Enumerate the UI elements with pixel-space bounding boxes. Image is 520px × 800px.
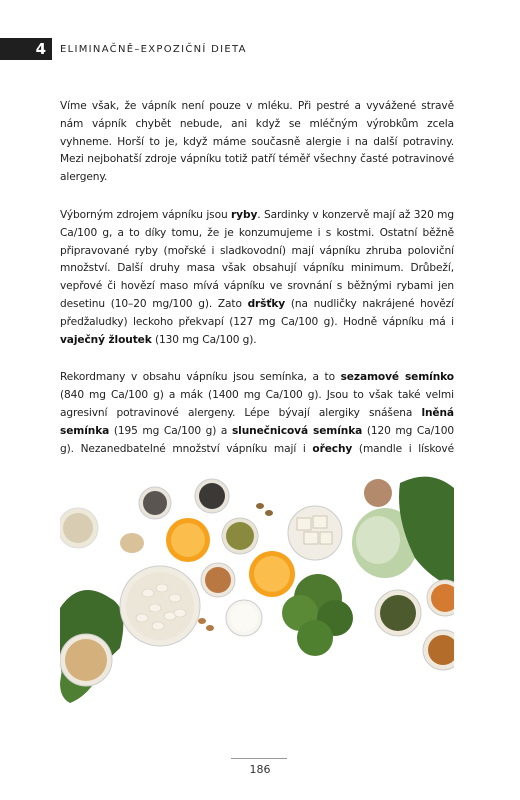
text-run: (na nudličky nakrájené hovězí předžaludky) leckoho překvapí (127 mg Ca/100 g). Hodně vápníku má i <box>60 297 454 328</box>
text-run: Rekordmany v obsahu vápníku jsou semínka, a to <box>60 371 341 384</box>
footer-divider <box>231 758 287 759</box>
bold-term: vaječný žloutek <box>60 333 152 346</box>
text-run: Víme však, že vápník není pouze v mléku. Při pestré a vyvážené stravě nám vápník chybět nebude, ani když se mléčným výrobkům zcela vyhneme. Horší to je, když máme současně alergie i na další potraviny. Mezi nejbohatší zdroje vápníku totiž patří téměř všechny časté potravinové alergeny. <box>60 100 454 184</box>
calcium-foods-photo <box>60 458 454 722</box>
body-text <box>60 98 454 496</box>
text-run: (130 mg Ca/100 g). <box>151 333 257 346</box>
food-illustration <box>60 458 454 722</box>
text-run: . Sardinky v konzervě mají až 320 mg Ca/100 g, a to díky tomu, že je konzumujeme i s kostmi. Ostatní běžně připravované ryby (mořské i sladkovodní) mají vápníku zhruba poloviční množství. Další druhy masa však obsahují vápníku minimum. Drůbeží, vepřové či hovězí maso mívá vápníku ve srovnání s běžnými rybami jen desetinu (10–20 mg/100 g). Zato <box>60 208 455 310</box>
bold-term: ryby <box>231 208 258 221</box>
text-run: (195 mg Ca/100 g) a <box>109 424 232 437</box>
text-run: (840 mg Ca/100 g) a mák (1400 mg Ca/100 g). Jsou to však také velmi agresivní potravinové alergeny. Lépe bývají alergiky snášena <box>60 389 454 419</box>
chapter-title: ELIMINAČNĚ–EXPOZIČNÍ DIETA <box>60 43 247 55</box>
bold-term: lněná semínka <box>60 406 454 437</box>
text-run: (mandle i lískové <box>358 442 454 455</box>
text-run: Výborným zdrojem vápníku jsou <box>60 208 232 221</box>
paragraph <box>60 98 454 187</box>
paragraph <box>60 207 454 349</box>
bold-term: ořechy <box>312 442 353 455</box>
chapter-header <box>0 38 247 60</box>
bold-term: slunečnicová semínka <box>231 424 363 437</box>
chapter-number: 4 <box>0 38 52 60</box>
bold-term: dršťky <box>247 297 286 310</box>
bold-term: sezamové semínko <box>340 371 454 384</box>
page-number: 186 <box>249 763 271 776</box>
text-run: (120 mg Ca/100 g). Nezanedbatelné množství vápníku mají i <box>60 424 454 455</box>
